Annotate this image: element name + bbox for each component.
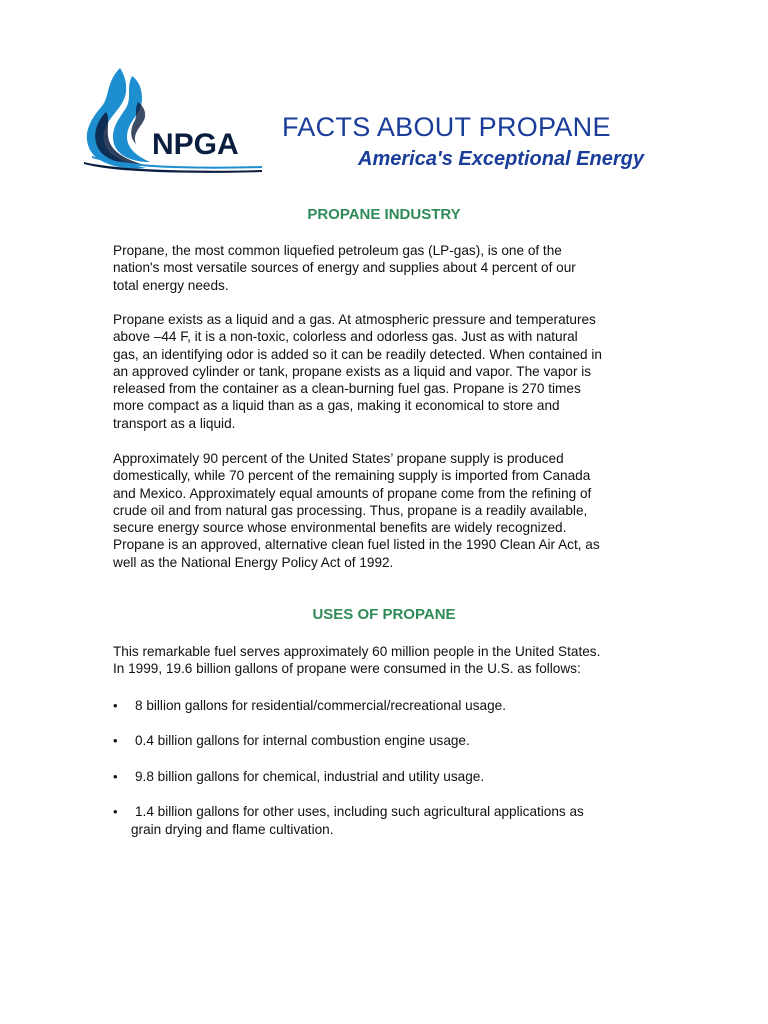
text-line: Propane is an approved, alternative clean fuel listed in the 1990 Clean Air Act, as [113, 537, 600, 553]
section-heading-industry: PROPANE INDUSTRY [307, 206, 461, 223]
text-line: This remarkable fuel serves approximately 60 million people in the United States. [113, 644, 601, 659]
text-line: nation's most versatile sources of energy and supplies about 4 percent of our [113, 260, 576, 276]
bullet-icon: • [113, 769, 118, 784]
text-line: 0.4 billion gallons for internal combustion engine usage. [135, 733, 470, 748]
text-line: more compact as a liquid than as a gas, making it economical to store and [113, 398, 560, 414]
paragraph-industry-2 [113, 311, 673, 432]
text-line: total energy needs. [113, 277, 229, 293]
text-line: In 1999, 19.6 billion gallons of propane were consumed in the U.S. as follows: [113, 661, 581, 677]
flame-logo-icon [76, 62, 266, 174]
text-line: an approved cylinder or tank, propane exists as a liquid and vapor. The vapor is [113, 363, 592, 379]
text-line: secure energy source whose environmental benefits are widely recognized. [113, 520, 567, 536]
page-subtitle: America's Exceptional Energy [358, 148, 644, 170]
text-line: Approximately 90 percent of the United States’ propane supply is produced [113, 451, 564, 466]
list-item [113, 697, 673, 715]
text-line: Propane exists as a liquid and a gas. At atmospheric pressure and temperatures [113, 312, 596, 327]
text-line: transport as a liquid. [113, 415, 236, 431]
bullet-icon: • [113, 733, 118, 748]
list-item [113, 732, 673, 750]
paragraph-uses-intro [113, 643, 673, 678]
text-line: released from the container as a clean-burning fuel gas. Propane is 270 times [113, 381, 581, 397]
bullet-icon: • [113, 804, 118, 819]
text-line: gas, an identifying odor is added so it can be readily detected. When contained in [113, 346, 602, 362]
bullet-icon: • [113, 698, 118, 713]
text-line: and Mexico. Approximately equal amounts of propane come from the refining of [113, 485, 592, 501]
text-line: 9.8 billion gallons for chemical, industrial and utility usage. [135, 769, 485, 784]
list-item [113, 803, 673, 839]
text-line: grain drying and flame cultivation. [131, 822, 334, 837]
npga-logo [76, 62, 266, 174]
text-line: above –44 F, it is a non-toxic, colorless and odorless gas. Just as with natural [113, 329, 578, 345]
paragraph-industry-1 [113, 242, 673, 294]
text-line: Propane, the most common liquefied petroleum gas (LP-gas), is one of the [113, 243, 562, 258]
text-line: domestically, while 70 percent of the remaining supply is imported from Canada [113, 468, 591, 484]
section-heading-uses: USES OF PROPANE [312, 606, 456, 623]
text-line: well as the National Energy Policy Act of 1992. [113, 554, 394, 570]
svg-text:NPGA: NPGA [152, 128, 239, 161]
text-line: 8 billion gallons for residential/commercial/recreational usage. [135, 698, 506, 713]
text-line: crude oil and from natural gas processing. Thus, propane is a readily available, [113, 502, 588, 518]
text-line: 1.4 billion gallons for other uses, including such agricultural applications as [135, 804, 584, 819]
page-title: FACTS ABOUT PROPANE [282, 112, 611, 142]
paragraph-industry-3 [113, 450, 673, 571]
list-item [113, 768, 673, 786]
